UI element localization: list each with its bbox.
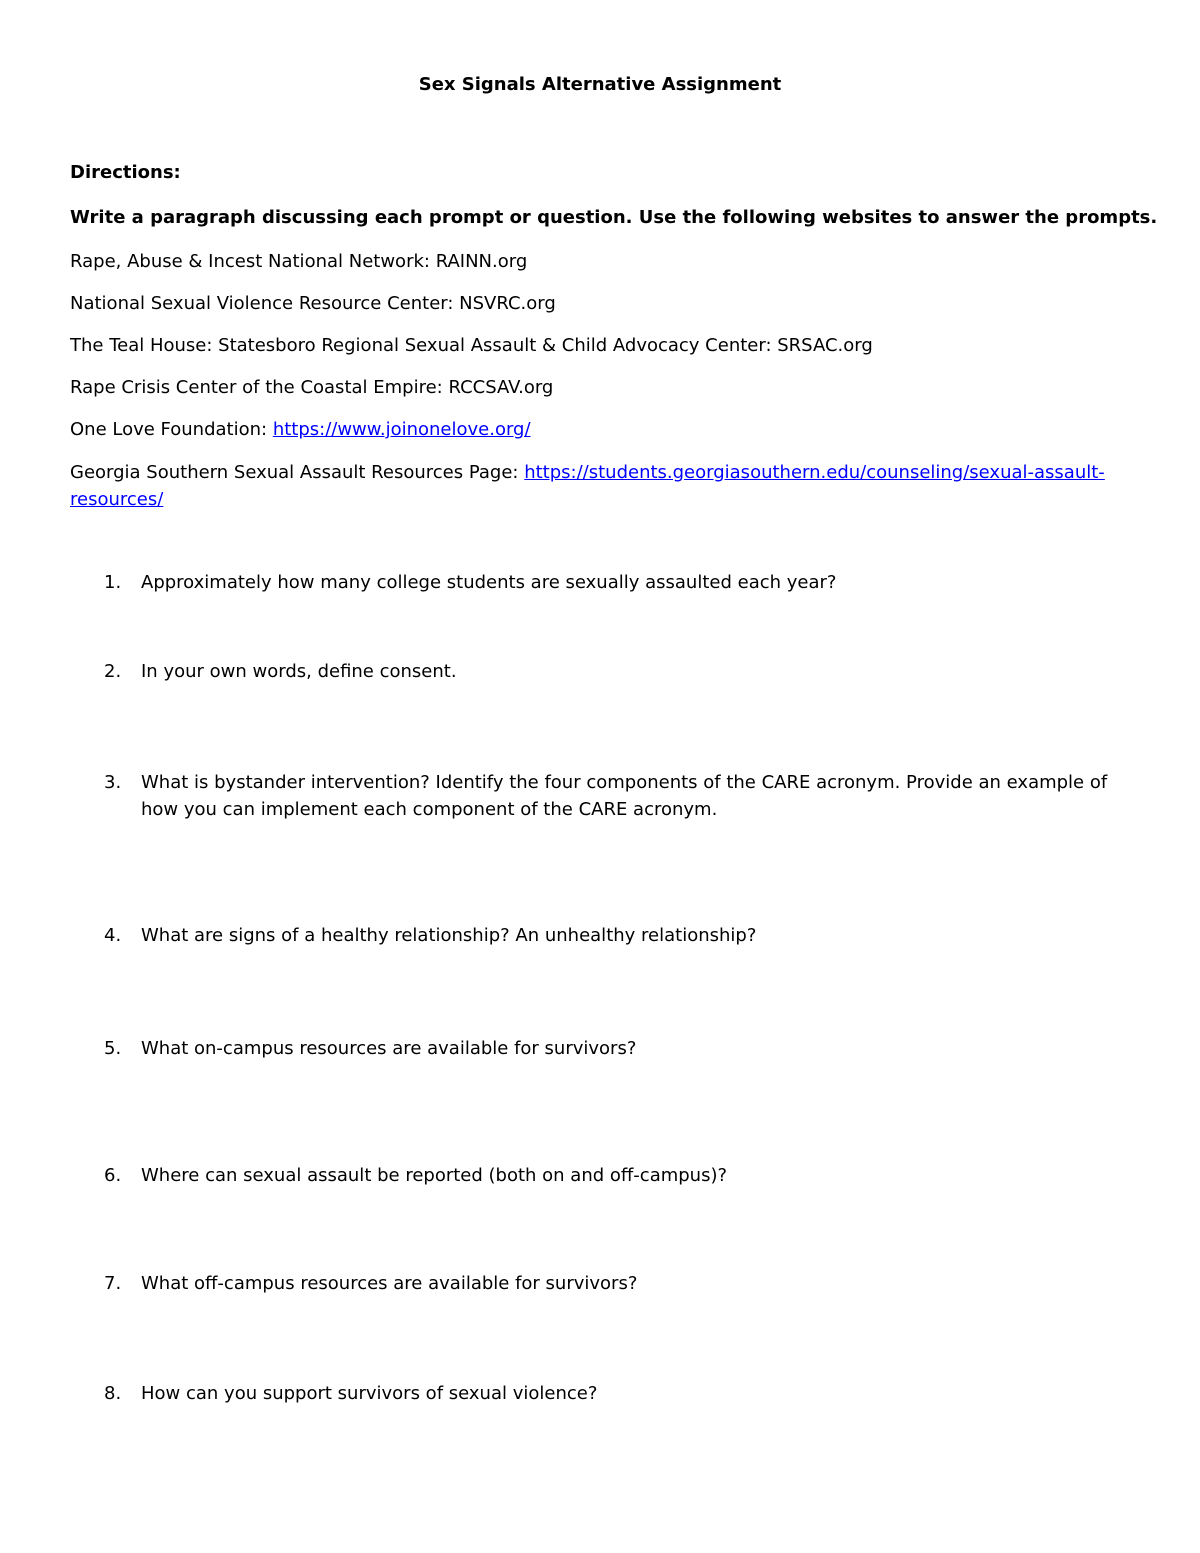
question-number: 5.: [104, 1038, 122, 1059]
question-number: 6.: [104, 1165, 122, 1186]
resource-label: Georgia Southern Sexual Assault Resources Page:: [70, 462, 525, 483]
resource-value: RAINN.org: [435, 251, 528, 272]
resource-rccsav: [70, 377, 553, 399]
document-title: Sex Signals Alternative Assignment: [418, 74, 782, 95]
resource-value: SRSAC.org: [777, 335, 873, 356]
resource-rainn: [70, 251, 527, 273]
resource-label: One Love Foundation:: [70, 419, 273, 440]
resource-nsvrc: [70, 293, 556, 315]
resource-value: RCCSAV.org: [448, 377, 554, 398]
resource-srsac: [70, 335, 873, 357]
one-love-link[interactable]: https://www.joinonelove.org/: [272, 419, 531, 440]
resource-label: Rape Crisis Center of the Coastal Empire:: [70, 377, 449, 398]
instructions-text: Write a paragraph discussing each prompt or question. Use the following websites to answer the prompts.: [70, 207, 1158, 228]
question-text: How can you support survivors of sexual violence?: [141, 1383, 598, 1404]
question-number: 7.: [104, 1273, 122, 1294]
resource-georgia-southern-continued: [70, 489, 163, 511]
question-text: In your own words, define consent.: [141, 661, 457, 682]
resource-value: NSVRC.org: [459, 293, 556, 314]
question-text: Approximately how many college students are sexually assaulted each year?: [141, 572, 837, 593]
question-number: 3.: [104, 772, 122, 793]
resource-label: National Sexual Violence Resource Center:: [70, 293, 460, 314]
question-number: 8.: [104, 1383, 122, 1404]
resource-one-love: [70, 419, 531, 441]
question-text: What off-campus resources are available for survivors?: [141, 1273, 638, 1294]
question-text: What is bystander intervention? Identify the four components of the CARE acronym. Provide an example of how you can implement each component of the CARE acronym.: [141, 772, 1108, 820]
georgia-southern-link[interactable]: https://students.georgiasouthern.edu/counseling/sexual-assault-: [524, 462, 1105, 483]
question-text: What on-campus resources are available for survivors?: [141, 1038, 637, 1059]
georgia-southern-link-continued[interactable]: resources/: [70, 489, 164, 510]
resource-georgia-southern: [70, 462, 1105, 484]
question-number: 2.: [104, 661, 122, 682]
directions-label: Directions:: [70, 162, 181, 183]
resource-label: The Teal House: Statesboro Regional Sexual Assault & Child Advocacy Center:: [70, 335, 778, 356]
resource-label: Rape, Abuse & Incest National Network:: [70, 251, 436, 272]
question-text: Where can sexual assault be reported (both on and off-campus)?: [141, 1165, 728, 1186]
question-number: 1.: [104, 572, 122, 593]
question-text: What are signs of a healthy relationship? An unhealthy relationship?: [141, 925, 757, 946]
question-number: 4.: [104, 925, 122, 946]
